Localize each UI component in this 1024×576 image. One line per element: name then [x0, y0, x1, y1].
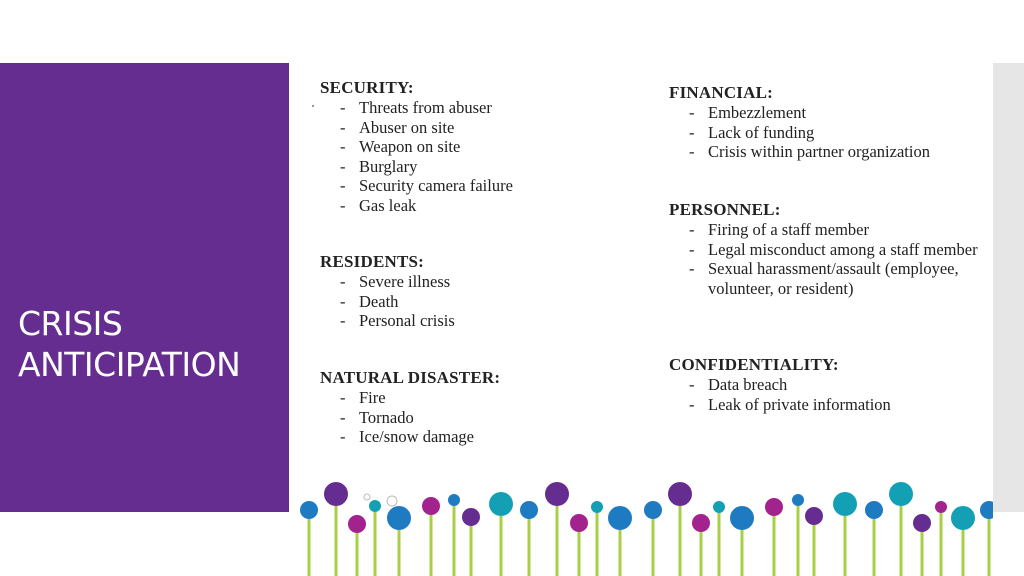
outline-circle [364, 494, 370, 500]
category-residents [320, 252, 620, 331]
list-item: - Embezzlement [689, 103, 807, 122]
list-item: - Data breach [689, 375, 788, 394]
flower-head [608, 506, 632, 530]
list-item: - Firing of a staff member [689, 220, 869, 239]
list-item: - Sexual harassment/assault (employee, volunteer, or resident) [689, 259, 959, 298]
list-item: - Crisis within partner organization [689, 142, 930, 162]
flower-head [692, 514, 710, 532]
title-panel [0, 63, 289, 512]
slide-title: CRISIS ANTICIPATION [18, 304, 241, 384]
category-financial [669, 83, 979, 162]
list-item: - Ice/snow damage [340, 427, 474, 447]
flower-head [935, 501, 947, 513]
list-item: - Severe illness [340, 272, 451, 291]
flower-head [865, 501, 883, 519]
flower-head [324, 482, 348, 506]
flower-head [462, 508, 480, 526]
flower-head [805, 507, 823, 525]
category-natural-disaster [320, 368, 620, 447]
flower-head [489, 492, 513, 516]
list-item: - Tornado [340, 407, 414, 427]
flower-head [792, 494, 804, 506]
flower-head [889, 482, 913, 506]
category-list [320, 272, 620, 331]
flower-head [668, 482, 692, 506]
list-item: - Weapon on site [340, 137, 461, 157]
category-list [669, 103, 979, 162]
list-item: - Abuser on site [340, 117, 455, 137]
category-list [669, 220, 979, 298]
list-item: - Leak of private information [689, 394, 891, 414]
flower-head [348, 515, 366, 533]
category-heading: FINANCIAL: [669, 83, 773, 102]
flower-head [644, 501, 662, 519]
flower-head [833, 492, 857, 516]
flower-decoration [289, 470, 993, 576]
flower-head [913, 514, 931, 532]
list-item: - Burglary [340, 156, 418, 176]
flower-head [422, 497, 440, 515]
category-list [320, 388, 620, 447]
category-list [669, 375, 979, 414]
category-heading: NATURAL DISASTER: [320, 368, 501, 387]
list-item: - Personal crisis [340, 311, 455, 331]
category-heading: PERSONNEL: [669, 200, 781, 219]
flower-head [951, 506, 975, 530]
flower-head [448, 494, 460, 506]
flower-head [300, 501, 318, 519]
outline-circle [387, 496, 397, 506]
flower-head [369, 500, 381, 512]
stray-dot [312, 105, 314, 107]
flower-head [570, 514, 588, 532]
flower-head [713, 501, 725, 513]
list-item: - Death [340, 291, 399, 311]
list-item: - Fire [340, 388, 386, 407]
flower-head [765, 498, 783, 516]
category-heading: RESIDENTS: [320, 252, 425, 271]
flower-head [545, 482, 569, 506]
list-item: - Threats from abuser [340, 98, 492, 117]
category-heading: CONFIDENTIALITY: [669, 355, 839, 374]
side-strip [993, 63, 1024, 512]
list-item: - Legal misconduct among a staff member [689, 239, 978, 259]
category-list [320, 98, 620, 216]
category-confidentiality [669, 355, 979, 414]
category-security [320, 78, 620, 216]
flower-head [980, 501, 993, 519]
flower-head [520, 501, 538, 519]
list-item: - Gas leak [340, 195, 417, 215]
flower-head [730, 506, 754, 530]
list-item: - Lack of funding [689, 122, 815, 142]
category-heading: SECURITY: [320, 78, 414, 97]
category-personnel [669, 200, 979, 298]
flower-head [591, 501, 603, 513]
list-item: - Security camera failure [340, 176, 513, 196]
flower-head [387, 506, 411, 530]
